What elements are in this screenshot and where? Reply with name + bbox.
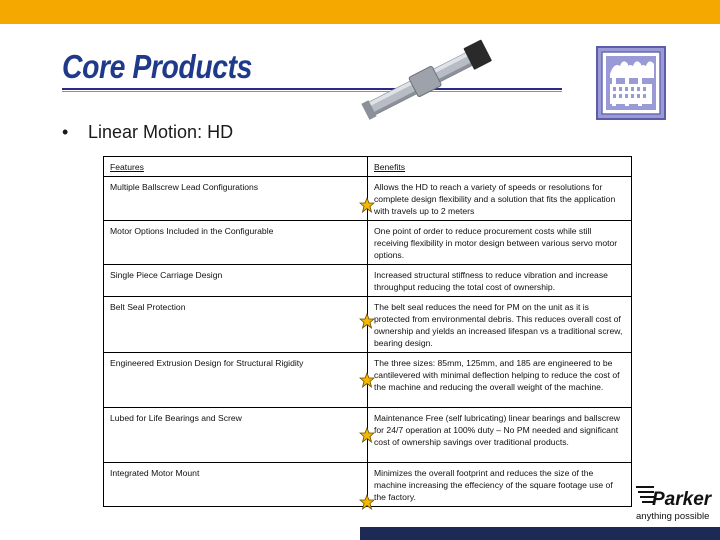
star-icon — [359, 494, 375, 510]
star-icon — [359, 197, 375, 213]
bullet-marker: • — [62, 122, 69, 142]
table-row — [104, 265, 632, 297]
section-heading-text: Linear Motion: HD — [88, 122, 234, 142]
benefit-cell-wrap — [368, 177, 632, 221]
table-row — [104, 221, 632, 265]
feature-cell: Lubed for Life Bearings and Screw — [104, 408, 368, 463]
bottom-accent-bar — [360, 527, 720, 540]
header-benefits: Benefits — [368, 157, 632, 177]
linear-actuator-image — [356, 36, 496, 126]
benefit-cell: Maintenance Free (self lubricating) linear bearings and ballscrew for 24/7 operation at 100% duty – No PM needed and significant cost of ownership savings over traditional products. — [374, 413, 621, 447]
benefit-cell-wrap — [368, 221, 632, 265]
top-accent-bar — [0, 0, 720, 24]
benefit-cell-wrap — [368, 463, 632, 507]
section-heading — [62, 122, 233, 143]
star-icon — [359, 427, 375, 443]
table-row — [104, 177, 632, 221]
parker-tagline: anything possible — [636, 511, 710, 522]
feature-cell: Multiple Ballscrew Lead Configurations — [104, 177, 368, 221]
feature-cell: Single Piece Carriage Design — [104, 265, 368, 297]
star-icon — [359, 372, 375, 388]
benefit-cell-wrap — [368, 265, 632, 297]
feature-cell: Integrated Motor Mount — [104, 463, 368, 507]
benefit-cell: Minimizes the overall footprint and reduces the size of the machine increasing the effeciency of the square footage use of the factory. — [374, 468, 613, 502]
benefit-cell-wrap — [368, 297, 632, 353]
table-row — [104, 353, 632, 408]
header-features: Features — [104, 157, 368, 177]
table-header-row — [104, 157, 632, 177]
page-title: Core Products — [62, 48, 252, 85]
table-row — [104, 297, 632, 353]
features-benefits-table — [103, 156, 632, 507]
benefit-cell: One point of order to reduce procurement costs while still receiving flexibility in motor design between various servo motor options. — [374, 226, 618, 260]
feature-cell: Engineered Extrusion Design for Structural Rigidity — [104, 353, 368, 408]
feature-cell: Motor Options Included in the Configurable — [104, 221, 368, 265]
parker-brand-text: Parker — [652, 489, 712, 510]
table-row — [104, 463, 632, 507]
table-row — [104, 408, 632, 463]
benefit-cell-wrap — [368, 353, 632, 408]
benefit-cell-wrap — [368, 408, 632, 463]
feature-cell: Belt Seal Protection — [104, 297, 368, 353]
benefit-cell: The belt seal reduces the need for PM on the unit as it is protected from environmental debris. This reduces overall cost of ownership and yields an increased lifespan vs a traditional screw, bearing design. — [374, 302, 623, 348]
benefit-cell: The three sizes: 85mm, 125mm, and 185 are engineered to be cantilevered with minimal deflection helping to reduce the cost of the machine and reducing the overall weight of the machine. — [374, 358, 620, 392]
star-icon — [359, 313, 375, 329]
benefit-cell: Increased structural stiffness to reduce vibration and increase throughput reducing the total cost of ownership. — [374, 270, 608, 292]
factory-icon — [596, 46, 666, 120]
benefit-cell: Allows the HD to reach a variety of speeds or resolutions for complete design flexibility and a solution that fits the application with travels up to 2 meters — [374, 182, 616, 216]
